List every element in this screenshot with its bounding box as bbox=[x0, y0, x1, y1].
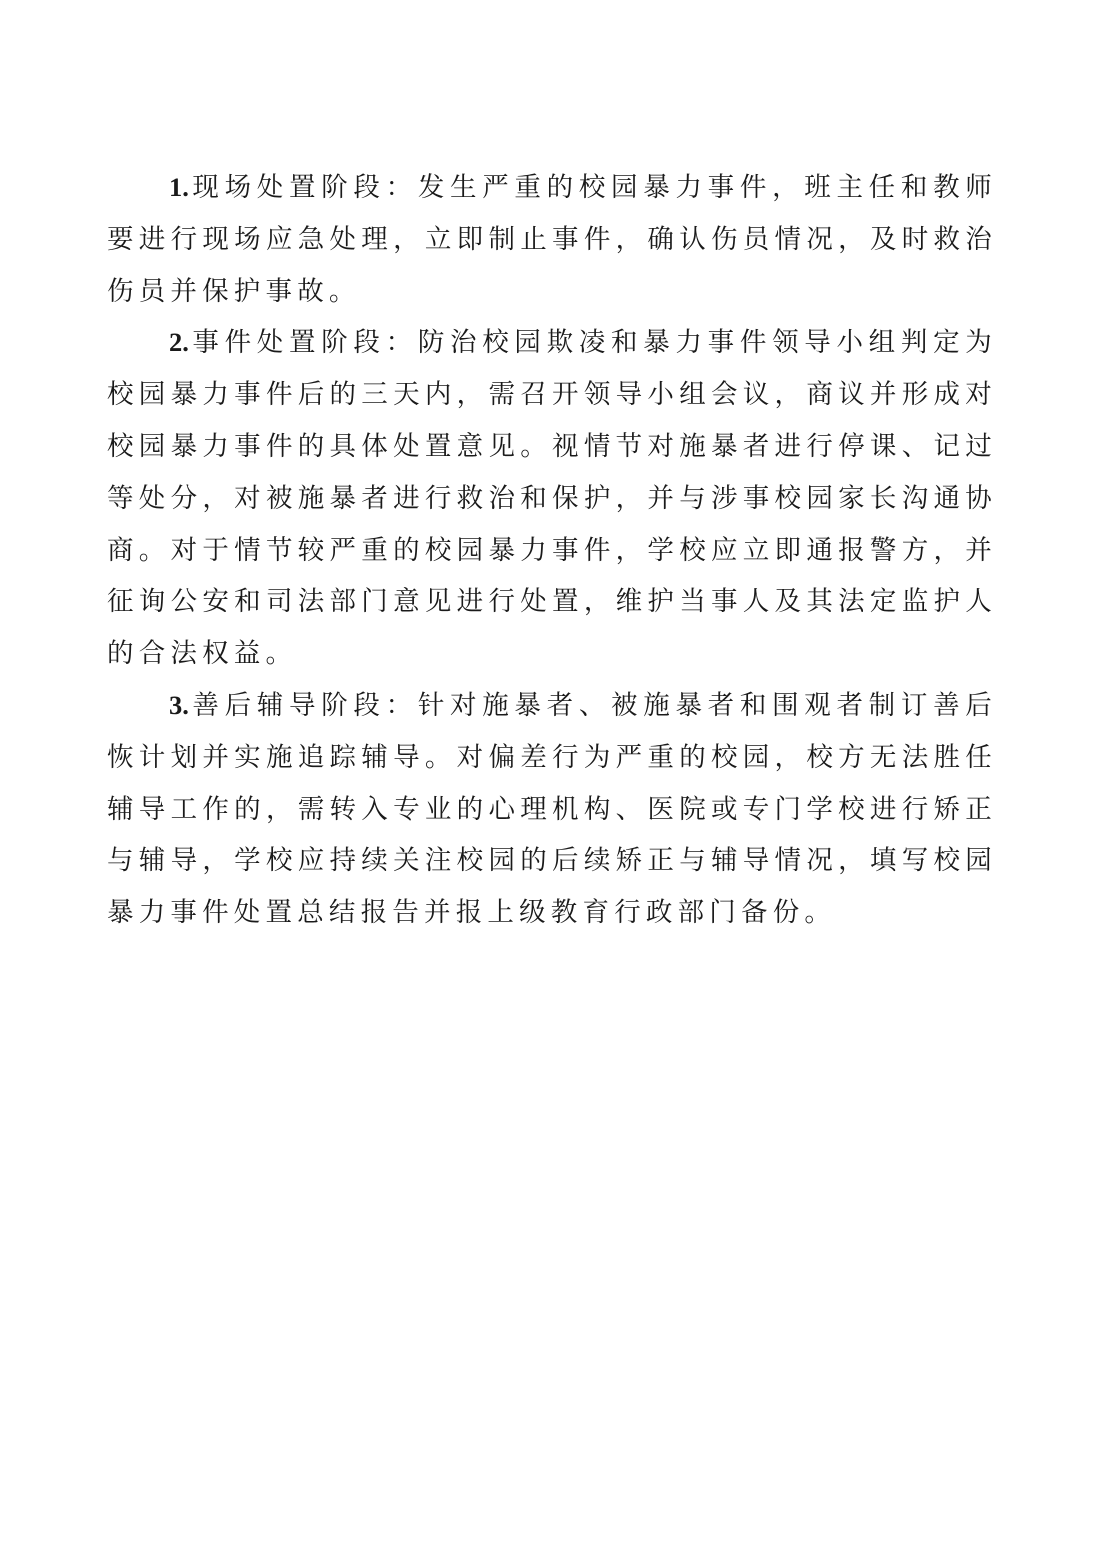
paragraph-number: 3. bbox=[169, 689, 189, 720]
paragraph-2 bbox=[107, 317, 997, 680]
paragraph-1 bbox=[107, 162, 997, 317]
paragraph-number: 1. bbox=[169, 172, 189, 202]
paragraph-text: 事件处置阶段：防治校园欺凌和暴力事件领导小组判定为校园暴力事件后的三天内，需召开领导小组会议，商议并形成对校园暴力事件的具体处置意见。视情节对施暴者进行停课、记过等处分，对被施暴者进行救治和保护，并与涉事校园家长沟通协商。对于情节较严重的校园暴力事件，学校应立即通报警方，并征询公安和司法部门意见进行处置，维护当事人及其法定监护人的合法权益。 bbox=[107, 327, 997, 670]
paragraph-number: 2. bbox=[169, 327, 189, 358]
document-body bbox=[107, 162, 997, 939]
paragraph-text: 现场处置阶段：发生严重的校园暴力事件，班主任和教师要进行现场应急处理，立即制止事件，确认伤员情况，及时救治伤员并保护事故。 bbox=[107, 172, 997, 307]
paragraph-text: 善后辅导阶段：针对施暴者、被施暴者和围观者制订善后恢计划并实施追踪辅导。对偏差行为严重的校园，校方无法胜任辅导工作的，需转入专业的心理机构、医院或专门学校进行矫正与辅导，学校应持续关注校园的后续矫正与辅导情况，填写校园暴力事件处置总结报告并报上级教育行政部门备份。 bbox=[107, 689, 997, 929]
paragraph-3 bbox=[107, 680, 997, 939]
